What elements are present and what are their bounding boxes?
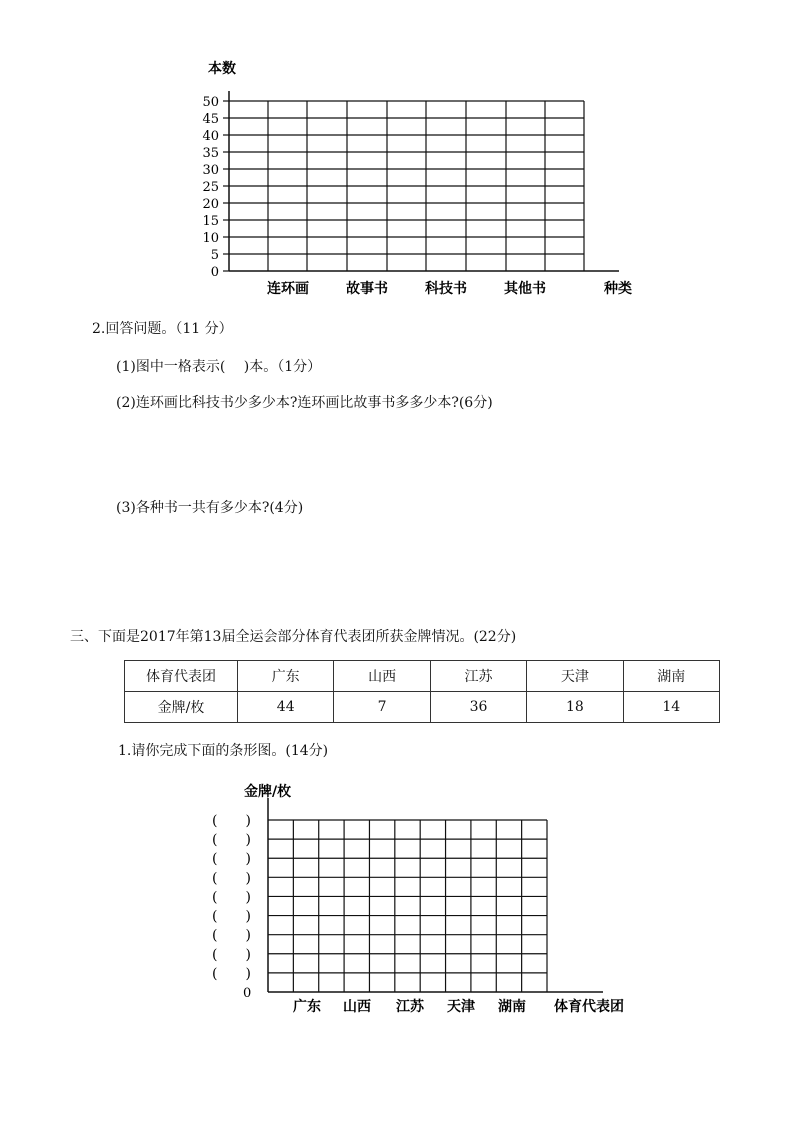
question-2-sub3: (3)各种书一共有多少本?(4分): [116, 500, 304, 516]
chart1-xlabel: 种类: [604, 281, 632, 297]
chart2-category-label: 山西: [343, 999, 371, 1015]
chart2-blank-tick-label: ( ): [212, 870, 251, 887]
chart2-blank-tick-label: ( ): [212, 908, 251, 925]
table-cell: 广东: [238, 661, 334, 692]
table-cell: 天津: [527, 661, 623, 692]
chart2-zero-label: 0: [243, 986, 252, 1001]
chart1-tick-label: 40: [202, 129, 219, 144]
table-cell: 湖南: [623, 661, 719, 692]
chart1-category-label: 连环画: [267, 281, 309, 297]
chart2-blank-tick-label: ( ): [212, 965, 251, 982]
chart2-blank-tick-label: ( ): [212, 851, 251, 868]
chart1-ylabel: 本数: [208, 61, 236, 77]
chart1-tick-label: 5: [210, 248, 219, 263]
book-chart-grid: [0, 0, 793, 310]
chart1-tick-label: 20: [202, 197, 219, 212]
chart2-xlabel: 体育代表团: [554, 999, 624, 1015]
chart2-category-label: 湖南: [498, 999, 526, 1015]
chart1-tick-label: 35: [202, 146, 219, 161]
chart1-tick-label: 50: [202, 95, 219, 110]
chart2-blank-tick-label: ( ): [212, 889, 251, 906]
chart2-blank-tick-label: ( ): [212, 832, 251, 849]
chart1-category-label: 科技书: [425, 281, 467, 297]
chart1-tick-label: 30: [202, 163, 219, 178]
chart2-blank-tick-label: ( ): [212, 927, 251, 944]
table-cell: 44: [238, 692, 334, 723]
question-2-title: 2.回答问题。（11 分）: [92, 321, 233, 337]
table-cell: 山西: [334, 661, 430, 692]
table-row: [125, 692, 720, 723]
chart2-category-label: 天津: [447, 999, 475, 1015]
chart2-category-label: 广东: [293, 999, 321, 1015]
chart1-category-label: 其他书: [504, 281, 546, 297]
table-cell: 18: [527, 692, 623, 723]
chart1-tick-label: 15: [202, 214, 219, 229]
chart2-ylabel: 金牌/枚: [244, 784, 292, 800]
table-cell: 36: [430, 692, 526, 723]
chart1-category-label: 故事书: [346, 281, 388, 297]
chart1-tick-label: 0: [210, 265, 219, 280]
question-1-title: 1.请你完成下面的条形图。(14分): [118, 743, 329, 759]
chart1-tick-label: 10: [202, 231, 219, 246]
gold-medal-table: [124, 660, 720, 723]
table-header-cell: 体育代表团: [125, 661, 238, 692]
table-cell: 7: [334, 692, 430, 723]
table-header-cell: 金牌/枚: [125, 692, 238, 723]
table-cell: 14: [623, 692, 719, 723]
medal-chart-grid: [0, 770, 793, 1030]
chart1-tick-label: 25: [202, 180, 219, 195]
table-cell: 江苏: [430, 661, 526, 692]
chart1-tick-label: 45: [202, 112, 219, 127]
chart2-blank-tick-label: ( ): [212, 813, 251, 829]
chart2-category-label: 江苏: [396, 999, 424, 1015]
question-2-sub1: (1)图中一格表示( )本。（1分）: [116, 359, 322, 375]
chart2-blank-tick-label: ( ): [212, 946, 251, 963]
table-row: [125, 661, 720, 692]
section-3-heading: 三、下面是2017年第13届全运会部分体育代表团所获金牌情况。(22分): [70, 629, 517, 645]
question-2-sub2: (2)连环画比科技书少多少本?连环画比故事书多多少本?(6分): [116, 395, 493, 411]
